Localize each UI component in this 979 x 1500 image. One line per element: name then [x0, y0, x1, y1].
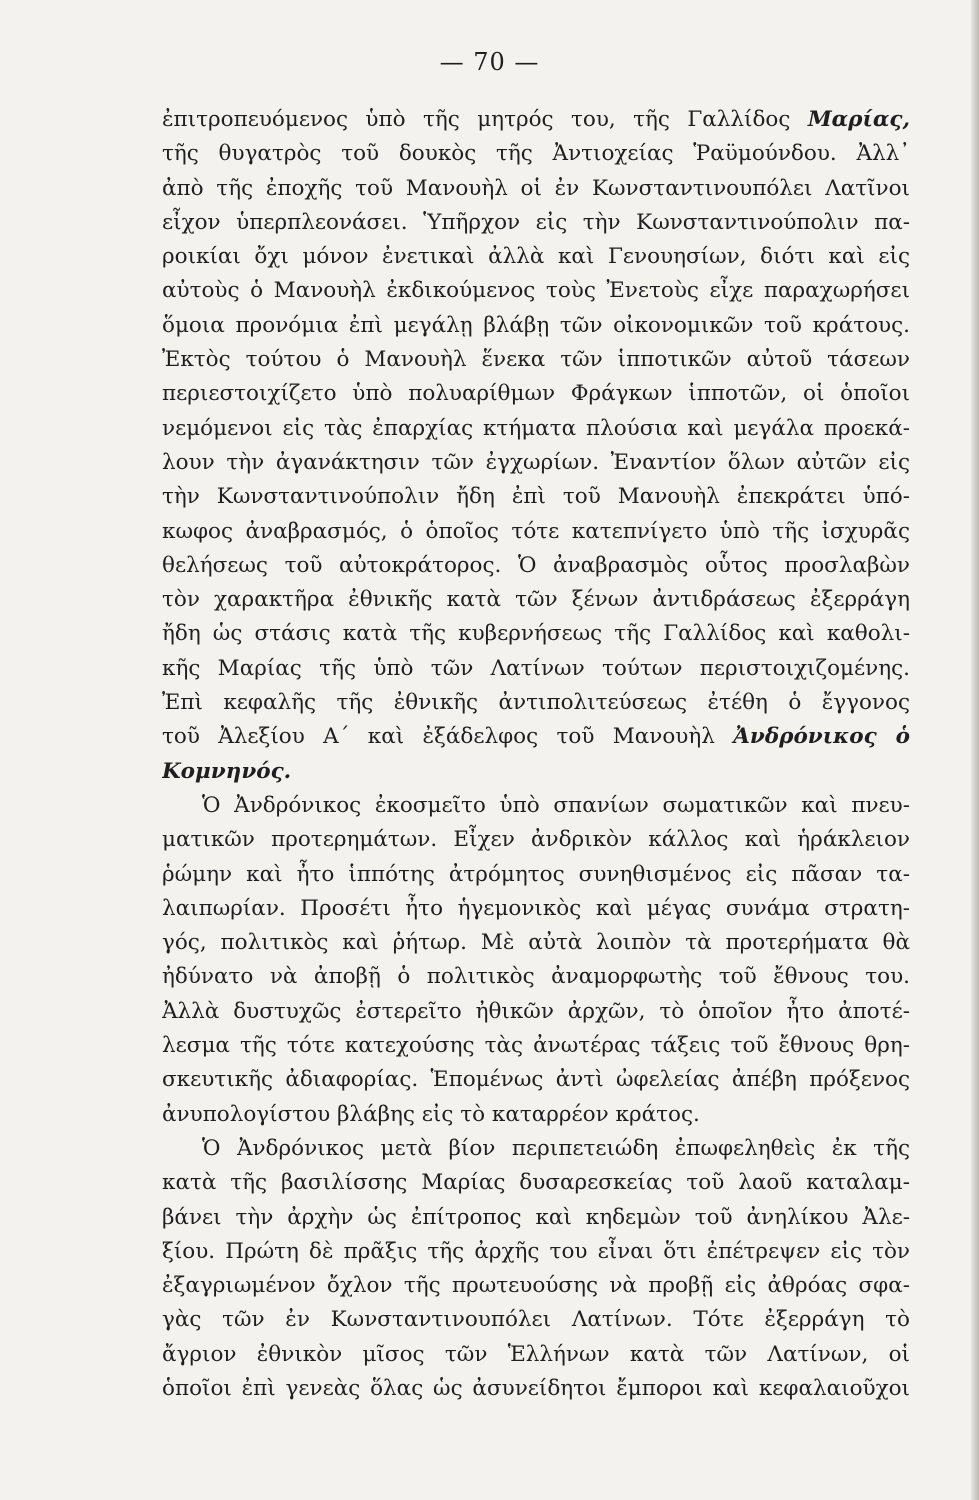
text-run: θελήσεως τοῦ αὐτοκράτορος. Ὁ ἀναβρασμὸς οὗτος προσλαβὼν: [162, 552, 910, 578]
text-run: ἀνυπολογίστου βλάβης εἰς τὸ καταρρέον κράτος.: [162, 1101, 700, 1127]
text-line: [162, 480, 910, 514]
text-run: Ὁ Ἀνδρόνικος μετὰ βίον περιπετειώδη ἐπωφεληθεὶς ἐκ τῆς: [202, 1135, 910, 1161]
text-run: ροικίαι ὄχι μόνον ἐνετικαὶ ἀλλὰ καὶ Γενουησίων, διότι καὶ εἰς: [162, 244, 910, 270]
text-run: Ἀλλὰ δυστυχῶς ἐστερεῖτο ἠθικῶν ἀρχῶν, τὸ ὁποῖον ἦτο ἀποτέ-: [162, 998, 910, 1024]
text-line: [162, 960, 910, 994]
text-line: [162, 1372, 910, 1406]
text-run: ἀπὸ τῆς ἐποχῆς τοῦ Μανουὴλ οἱ ἐν Κωνσταντινουπόλει Λατῖνοι: [162, 175, 910, 201]
text-line: [162, 274, 910, 308]
text-line: [162, 549, 910, 583]
text-line: [162, 926, 910, 960]
text-line: [162, 103, 910, 137]
text-run: περιεστοιχίζετο ὑπὸ πολυαρίθμων Φράγκων ἱπποτῶν, οἱ ὁποῖοι: [162, 381, 910, 407]
text-line: [162, 240, 910, 274]
page-edge: [971, 0, 979, 1500]
text-line: [162, 377, 910, 411]
text-run: ἐξαγριωμένον ὄχλον τῆς πρωτευούσης νὰ προβῇ εἰς ἀθρόας σφα-: [162, 1273, 910, 1299]
text-line: [162, 652, 910, 686]
text-run: κῆς Μαρίας τῆς ὑπὸ τῶν Λατίνων τούτων περιστοιχιζομένης.: [162, 655, 910, 681]
text-run: Ἐκτὸς τούτου ὁ Μανουὴλ ἕνεκα τῶν ἱπποτικῶν αὐτοῦ τάσεων: [162, 347, 910, 373]
text-run: ἄγριον ἐθνικὸν μῖσος τῶν Ἑλλήνων κατὰ τῶν Λατίνων, οἱ: [162, 1341, 910, 1367]
text-line: [162, 789, 910, 823]
text-line: [162, 412, 910, 446]
text-run: νεμόμενοι εἰς τὰς ἐπαρχίας κτήματα πλούσια καὶ μεγάλα προεκά-: [162, 415, 910, 441]
text-line: [162, 823, 910, 857]
text-run: τὴν Κωνσταντινούπολιν ἤδη ἐπὶ τοῦ Μανουὴλ ἐπεκράτει ὑπό-: [162, 484, 910, 510]
text-run: ξίου. Πρώτη δὲ πρᾶξις τῆς ἀρχῆς του εἶναι ὅτι ἐπέτρεψεν εἰς τὸν: [162, 1238, 910, 1264]
text-run: τοῦ Ἀλεξίου Α΄ καὶ ἐξάδελφος τοῦ Μανουὴλ: [162, 724, 734, 750]
page-number: — 70 —: [439, 48, 540, 76]
text-line: [162, 583, 910, 617]
text-run: ὅμοια προνόμια ἐπὶ μεγάλῃ βλάβῃ τῶν οἰκονομικῶν τοῦ κράτους.: [162, 312, 910, 338]
text-line: [162, 1132, 910, 1166]
bold-name: Κομνηνός.: [162, 758, 292, 784]
text-run: γός, πολιτικὸς καὶ ῥήτωρ. Μὲ αὐτὰ λοιπὸν τὰ προτερήματα θὰ: [162, 930, 910, 956]
text-line: [162, 1338, 910, 1372]
text-line: [162, 1166, 910, 1200]
text-run: αὐτοὺς ὁ Μανουὴλ ἐκδικούμενος τοὺς Ἐνετοὺς εἶχε παραχωρήσει: [162, 278, 910, 304]
text-run: ματικῶν προτερημάτων. Εἶχεν ἀνδρικὸν κάλλος καὶ ἡράκλειον: [162, 827, 910, 853]
text-run: γὰς τῶν ἐν Κωνσταντινουπόλει Λατίνων. Τότε ἐξερράγη τὸ: [162, 1307, 910, 1333]
text-run: τῆς θυγατρὸς τοῦ δουκὸς τῆς Ἀντιοχείας Ῥαϋμούνδου. Ἀλλ᾿: [162, 141, 910, 167]
text-line: [162, 172, 910, 206]
bold-name: Ἀνδρόνικος ὁ: [733, 724, 910, 750]
text-run: Ὁ Ἀνδρόνικος ἐκοσμεῖτο ὑπὸ σπανίων σωματικῶν καὶ πνευ-: [202, 792, 910, 818]
text-line: [162, 755, 910, 789]
text-line: [162, 309, 910, 343]
text-run: λουν τὴν ἀγανάκτησιν τῶν ἐγχωρίων. Ἐναντίον ὅλων αὐτῶν εἰς: [162, 449, 910, 475]
text-line: [162, 1029, 910, 1063]
text-run: κατὰ τῆς βασιλίσσης Μαρίας δυσαρεσκείας τοῦ λαοῦ καταλαμ-: [162, 1170, 910, 1196]
text-run: λεσμα τῆς τότε κατεχούσης τὰς ἀνωτέρας τάξεις τοῦ ἔθνους θρη-: [162, 1033, 910, 1059]
text-line: [162, 1269, 910, 1303]
text-line: [162, 137, 910, 171]
bold-name: Μαρίας,: [807, 107, 910, 132]
text-line: [162, 343, 910, 377]
text-line: [162, 1235, 910, 1269]
text-run: ἠδύνατο νὰ ἀποβῇ ὁ πολιτικὸς ἀναμορφωτὴς τοῦ ἔθνους του.: [162, 964, 910, 990]
text-line: [162, 1201, 910, 1235]
text-run: τὸν χαρακτῆρα ἐθνικῆς κατὰ τῶν ξένων ἀντιδράσεως ἐξερράγη: [162, 587, 910, 613]
text-line: [162, 1063, 910, 1097]
text-line: [162, 1303, 910, 1337]
text-line: [162, 515, 910, 549]
text-line: [162, 446, 910, 480]
text-line: [162, 206, 910, 240]
text-line: [162, 720, 910, 754]
text-line: [162, 617, 910, 651]
text-run: Ἐπὶ κεφαλῆς τῆς ἐθνικῆς ἀντιπολιτεύσεως ἐτέθη ὁ ἔγγονος: [162, 690, 910, 716]
text-run: ὁποῖοι ἐπὶ γενεὰς ὅλας ὡς ἀσυνείδητοι ἔμποροι καὶ κεφαλαιοῦχοι: [162, 1375, 910, 1401]
text-line: [162, 892, 910, 926]
text-line: [162, 686, 910, 720]
text-run: εἶχον ὑπερπλεονάσει. Ὑπῆρχον εἰς τὴν Κωνσταντινούπολιν πα-: [162, 209, 910, 235]
text-run: κωφος ἀναβρασμός, ὁ ὁποῖος τότε κατεπνίγετο ὑπὸ τῆς ἰσχυρᾶς: [162, 518, 910, 544]
text-run: ῥώμην καὶ ἦτο ἱππότης ἀτρόμητος συνηθισμένος εἰς πᾶσαν τα-: [162, 861, 910, 887]
text-run: βάνει τὴν ἀρχὴν ὡς ἐπίτροπος καὶ κηδεμὼν τοῦ ἀνηλίκου Ἀλε-: [162, 1204, 910, 1230]
text-run: λαιπωρίαν. Προσέτι ἦτο ἡγεμονικὸς καὶ μέγας συνάμα στρατη-: [162, 895, 910, 921]
body-text: [162, 103, 910, 1406]
text-line: [162, 858, 910, 892]
text-run: σκευτικῆς ἀδιαφορίας. Ἑπομένως ἀντὶ ὠφελείας ἀπέβη πρόξενος: [162, 1067, 910, 1093]
text-run: ἤδη ὡς στάσις κατὰ τῆς κυβερνήσεως τῆς Γαλλίδος καὶ καθολι-: [162, 621, 910, 647]
text-line: [162, 995, 910, 1029]
text-line: [162, 1098, 910, 1132]
text-run: ἐπιτροπευόμενος ὑπὸ τῆς μητρός του, τῆς Γαλλίδος: [162, 107, 808, 132]
